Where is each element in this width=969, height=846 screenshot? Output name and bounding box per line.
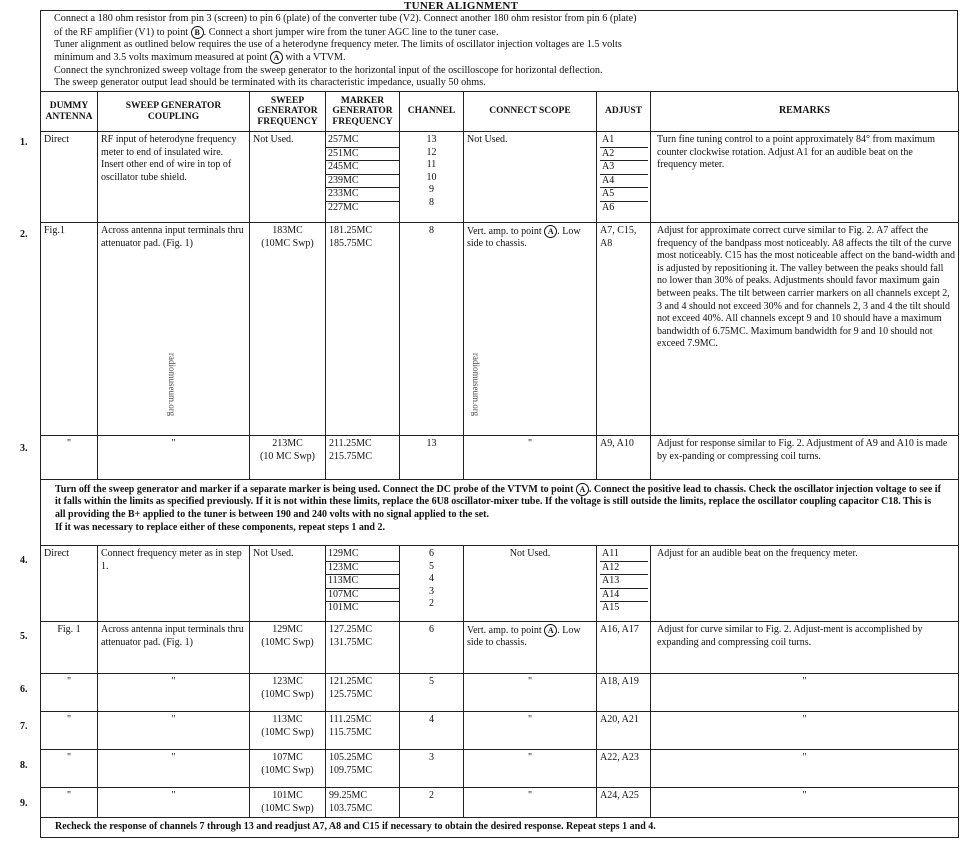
remarks-cell: Adjust for curve similar to Fig. 2. Adjust-ment is accomplished by expanding and compressing coil turns. [651,622,959,674]
marker-value: 233MC [326,188,399,202]
scope-cell: Vert. amp. to point A . Low side to chassis. [464,622,597,674]
intro-line: Connect the synchronized sweep voltage from the sweep generator to the horizontal input of the oscilloscope for horizontal deflection. [54,64,603,76]
channel-value: 2 [429,598,434,610]
channel-list [400,546,464,622]
point-a-symbol: A [544,225,557,238]
marker-value: 123MC [326,562,399,576]
marker-value: 239MC [326,175,399,189]
intro-line: The sweep generator output lead should be terminated with its characteristic impedance, usually 50 ohms. [54,77,486,89]
point-b-symbol: B [191,26,204,39]
marker-list [326,132,400,223]
table-row [41,674,959,712]
adjust-value: A5 [600,188,648,202]
channel-cell: 2 [400,788,464,818]
adjust-value: A14 [600,589,648,603]
marker-cell: 99.25MC 103.75MC [326,788,400,818]
coupling-cell: " [98,750,250,788]
col-header-remarks: REMARKS [651,92,959,132]
remarks-cell: Adjust for approximate correct curve similar to Fig. 2. A7 affect the frequency of the bandpass most noticeably. A8 affects the tilt of the curve most noticeably. C15 has the most noticeable affect on the band-width and is adjusted by repositioning it. The valley between the peaks should fall no lower than 30% of peaks. Adjustments should favor maximum gain between peaks. The tilt between carrier markers on all channels except 2, 3 and 4 should not exceed 30% and for channels 2, 3 and 4 the tilt should not exceed 40%. All channels except 9 and 10 should have a maximum bandwidth of 6.75MC. Maximum bandwidth for 9 and 10 should not exceed 7.9MC. [651,223,959,436]
channel-list [400,132,464,223]
step-number: 9. [20,798,28,809]
col-header-dummy: DUMMY ANTENNA [41,92,98,132]
channel-value: 4 [429,573,434,585]
step-number: 7. [20,721,28,732]
watermark-text: radiomuseum.org [167,353,177,417]
sweep-cell: 129MC (10MC Swp) [250,622,326,674]
marker-cell: 121.25MC 125.75MC [326,674,400,712]
channel-cell: 4 [400,712,464,750]
intro-line: Connect a 180 ohm resistor from pin 3 (screen) to pin 6 (plate) of the converter tube (V2). Connect another 180 ohm resistor from pin 6 (plate) [54,13,637,24]
marker-cell: 127.25MC 131.75MC [326,622,400,674]
adjust-value: A2 [600,148,648,162]
scope-cell: " [464,750,597,788]
table-row [41,622,959,674]
alignment-table [40,91,959,838]
dummy-cell: Fig. 1 [41,622,98,674]
step-number: 4. [20,555,28,566]
remarks-cell: " [651,712,959,750]
intro-line: Tuner alignment as outlined below requires the use of a heterodyne frequency meter. The limits of oscillator injection voltages are 1.5 volts [54,38,622,50]
dummy-cell: " [41,750,98,788]
adjust-list [597,132,651,223]
adjust-cell: A18, A19 [597,674,651,712]
marker-value: 113MC [326,575,399,589]
page-title: TUNER ALIGNMENT [404,0,519,12]
marker-value: 227MC [328,201,359,213]
channel-value: 5 [429,560,434,572]
step-number: 2. [20,229,28,240]
channel-cell: 6 [400,622,464,674]
marker-cell: 111.25MC 115.75MC [326,712,400,750]
adjust-list [597,546,651,622]
channel-cell: 8 [400,223,464,436]
scope-cell: " [464,712,597,750]
dummy-cell: " [41,712,98,750]
adjust-cell: A7, C15, A8 [597,223,651,436]
table-row [41,750,959,788]
remarks-cell: " [651,788,959,818]
sweep-cell: Not Used. [250,546,326,622]
adjust-value: A1 [600,134,648,148]
coupling-cell: " [98,674,250,712]
adjust-cell: A24, A25 [597,788,651,818]
step-number: 8. [20,760,28,771]
adjust-value: A3 [600,161,648,175]
dummy-cell: " [41,436,98,480]
channel-value: 10 [426,171,437,183]
marker-value: 107MC [326,589,399,603]
col-header-channel: CHANNEL [400,92,464,132]
channel-cell: 3 [400,750,464,788]
sweep-cell: 183MC (10MC Swp) [250,223,326,436]
adjust-value: A4 [600,175,648,189]
adjust-value: A6 [602,201,615,213]
remarks-cell: Turn fine tuning control to a point approximately 84° from maximum counter clockwise rotation. Adjust A1 for an audible beat on the frequency meter. [651,132,959,223]
coupling-cell: " [98,436,250,480]
marker-list [326,546,400,622]
adjust-value: A13 [600,575,648,589]
channel-value: 13 [426,134,437,145]
adjust-cell: A20, A21 [597,712,651,750]
adjust-cell: A22, A23 [597,750,651,788]
dummy-cell: " [41,674,98,712]
coupling-cell: " [98,712,250,750]
channel-value: 9 [429,184,434,196]
scope-cell: Not Used. [464,546,597,622]
channel-value: 3 [429,585,434,597]
scope-cell: " [464,788,597,818]
dummy-cell: " [41,788,98,818]
marker-value: 251MC [326,148,399,162]
dummy-cell: Direct [41,132,98,223]
intro-line: of the RF amplifier (V1) to point B . Connect a short jumper wire from the tuner AGC line to the tuner case. [54,26,499,38]
adjust-value: A15 [602,602,620,614]
marker-value: 257MC [326,134,399,148]
sweep-cell: 123MC (10MC Swp) [250,674,326,712]
adjust-cell: A9, A10 [597,436,651,480]
adjust-value: A11 [600,548,648,562]
marker-value: 129MC [326,548,399,562]
table-row [41,546,959,622]
scope-cell: Not Used. [464,132,597,223]
channel-value: 12 [426,146,437,158]
col-header-coupling: SWEEP GENERATOR COUPLING [98,92,250,132]
point-a-symbol: A [270,51,283,64]
header-row [41,92,959,132]
remarks-cell: Adjust for response similar to Fig. 2. Adjustment of A9 and A10 is made by ex-panding or compressing coil turns. [651,436,959,480]
marker-value: 101MC [328,602,359,614]
marker-cell: 181.25MC 185.75MC [326,223,400,436]
sweep-cell: 213MC (10 MC Swp) [250,436,326,480]
sweep-cell: 101MC (10MC Swp) [250,788,326,818]
col-header-marker-frequency: MARKER GENERATOR FREQUENCY [326,92,400,132]
coupling-cell: " [98,788,250,818]
intro-line: minimum and 3.5 volts maximum measured at point A with a VTVM. [54,52,346,64]
channel-cell: 5 [400,674,464,712]
oscillator-check-note: Turn off the sweep generator and marker if a separate marker is being used. Connect the DC probe of the VTVM to point A . Connect the positive lead to chassis. Check the oscillator injection voltage to see if it falls within the limits as specified previously. If it is not within these limits, replace the 6U8 oscillator-mixer tube. If the voltage is still outside the limits, replace the oscillator coupling capacitor C18. This is all providing the B+ applied to the tuner is between 190 and 240 volts with no signal applied to the set. If it was necessary to replace either of these components, repeat steps 1 and 2. [41,480,959,546]
note-row [41,480,959,546]
step-number: 3. [20,443,28,454]
point-a-symbol: A [544,624,557,637]
scope-cell: Vert. amp. to point A . Low side to chassis. radiomuseum.org [464,223,597,436]
table-row [41,712,959,750]
table-row [41,436,959,480]
col-header-scope: CONNECT SCOPE [464,92,597,132]
col-header-adjust: ADJUST [597,92,651,132]
marker-value: 245MC [326,161,399,175]
sweep-cell: Not Used. [250,132,326,223]
dummy-cell: Fig.1 [41,223,98,436]
watermark-text: radiomuseum.org [471,353,481,417]
coupling-cell: Across antenna input terminals thru attenuator pad. (Fig. 1) [98,622,250,674]
channel-value: 6 [429,548,434,559]
note-row [41,818,959,838]
channel-value: 11 [426,159,437,171]
final-recheck-note: Recheck the response of channels 7 through 13 and readjust A7, A8 and C15 if necessary to obtain the desired response. Repeat steps 1 and 4. [41,818,959,838]
table-row [41,132,959,223]
sweep-cell: 107MC (10MC Swp) [250,750,326,788]
table-row [41,223,959,436]
scope-cell: " [464,436,597,480]
dummy-cell: Direct [41,546,98,622]
adjust-cell: A16, A17 [597,622,651,674]
adjust-value: A12 [600,562,648,576]
channel-cell: 13 [400,436,464,480]
step-number: 5. [20,631,28,642]
marker-cell: 105.25MC 109.75MC [326,750,400,788]
step-number: 1. [20,137,28,148]
channel-value: 8 [429,196,434,208]
col-header-sweep-frequency: SWEEP GENERATOR FREQUENCY [250,92,326,132]
coupling-cell: Connect frequency meter as in step 1. [98,546,250,622]
remarks-cell: " [651,674,959,712]
remarks-cell: Adjust for an audible beat on the frequency meter. [651,546,959,622]
step-number: 6. [20,684,28,695]
sweep-cell: 113MC (10MC Swp) [250,712,326,750]
scope-cell: " [464,674,597,712]
table-row [41,788,959,818]
coupling-cell: Across antenna input terminals thru attenuator pad. (Fig. 1) radiomuseum.org [98,223,250,436]
coupling-cell: RF input of heterodyne frequency meter to end of insulated wire. Insert other end of wire in top of oscillator tube shield. [98,132,250,223]
marker-cell: 211.25MC 215.75MC [326,436,400,480]
remarks-cell: " [651,750,959,788]
point-a-symbol: A [576,483,589,496]
intro-instructions [40,10,958,91]
